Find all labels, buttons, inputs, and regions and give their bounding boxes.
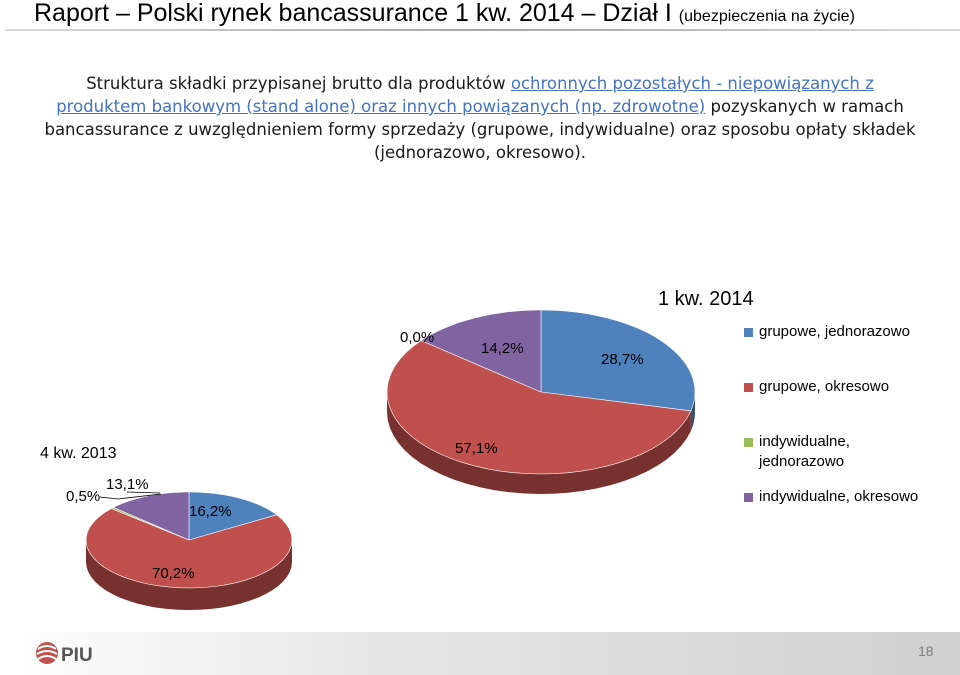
footer-bar (0, 632, 960, 675)
description-part3: pozyskanych w ramach bancassurance z uwzględnieniem formy sprzedaży (grupowe, indywidualne) oraz sposobu opłaty składek (jednorazowo, okresowo). (44, 97, 916, 162)
data-label: 14,2% (481, 340, 524, 357)
legend-label: indywidualne, jednorazowo (759, 433, 850, 470)
legend-swatch (744, 438, 753, 447)
title-main: Raport – Polski rynek bancassurance 1 kw. 2014 – Dział I (34, 0, 672, 27)
piu-logo-icon (34, 640, 104, 668)
chart-title-2013: 4 kw. 2013 (40, 445, 117, 462)
chart-title-2014: 1 kw. 2014 (658, 288, 754, 310)
data-label: 57,1% (455, 440, 498, 457)
pie-chart-2014 (387, 288, 754, 494)
legend-label: grupowe, jednorazowo (759, 323, 910, 340)
logo-text: PIU (61, 645, 93, 666)
data-label: 0,5% (66, 488, 101, 505)
data-label: 0,0% (400, 329, 435, 346)
data-label: 28,7% (601, 351, 644, 368)
legend-label: indywidualne, okresowo (759, 488, 919, 505)
piu-logo (34, 640, 104, 673)
description-part1: Struktura składki przypisanej brutto dla produktów (86, 74, 511, 93)
legend-label: grupowe, okresowo (759, 378, 890, 395)
title-suffix: (ubezpieczenia na życie) (678, 8, 855, 25)
data-label: 70,2% (152, 565, 195, 582)
data-label: 13,1% (106, 476, 149, 493)
data-label: 16,2% (189, 503, 232, 520)
description-part2: ochronnych pozostałych - niepowiązanych z produktem bankowym (stand alone) oraz innych powiązanych (np. zdrowotne) (56, 74, 874, 116)
legend-swatch (744, 493, 753, 502)
pie-chart-2013 (40, 445, 292, 610)
page-number: 18 (918, 643, 934, 659)
legend-swatch (744, 328, 753, 337)
legend-swatch (744, 383, 753, 392)
